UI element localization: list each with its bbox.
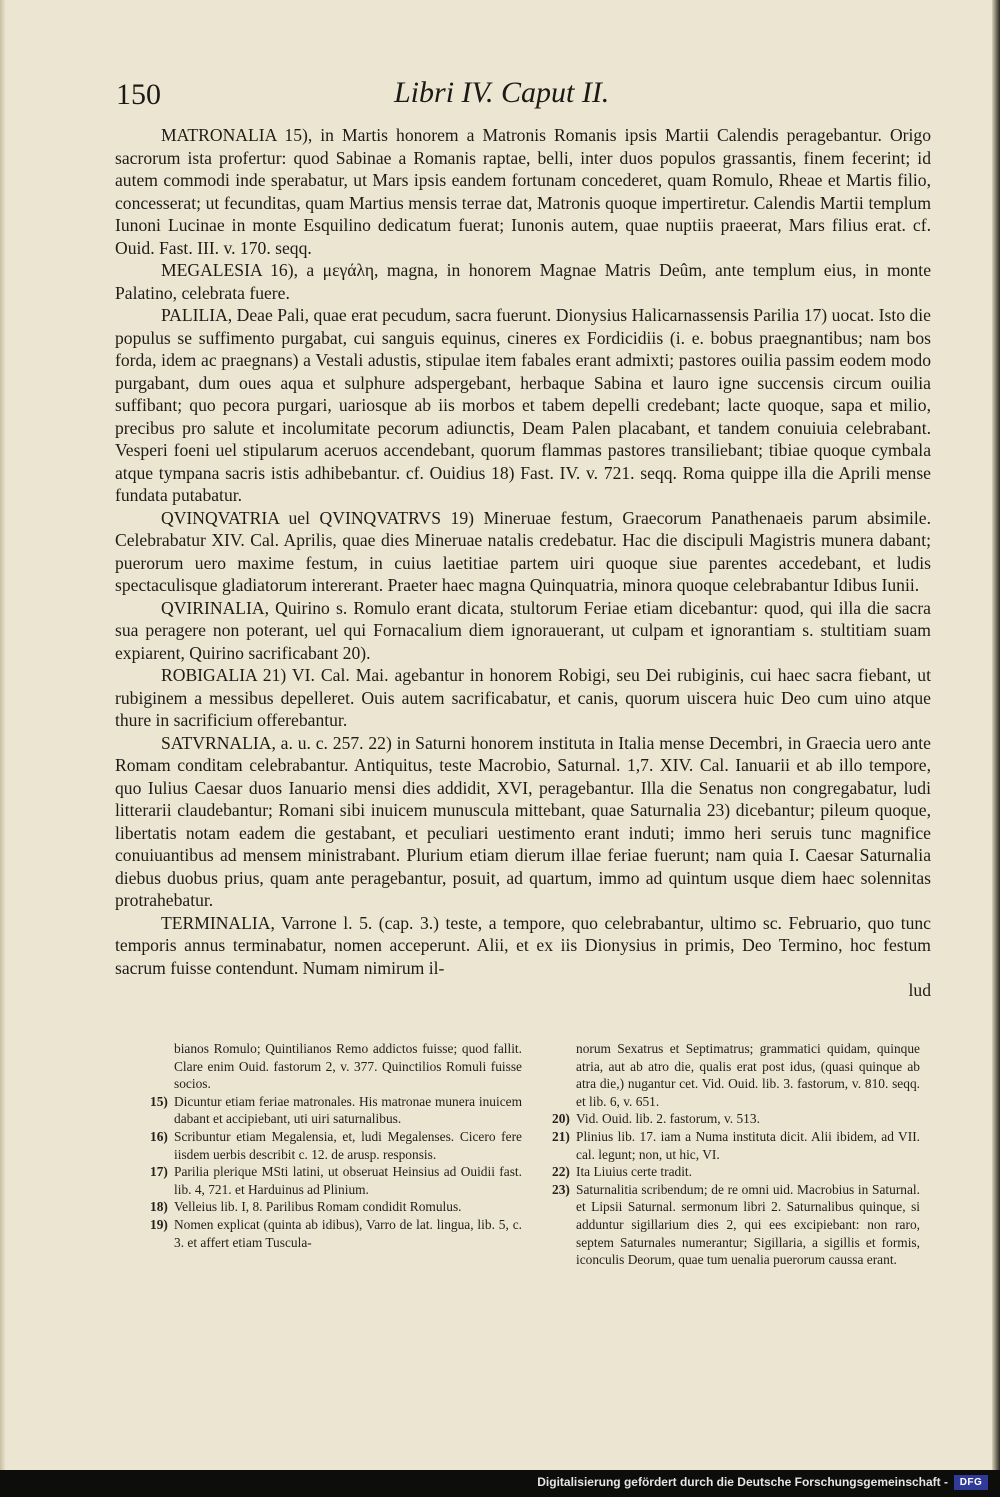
footnotes-left-column	[150, 1040, 522, 1251]
footnote-number: 23)	[552, 1181, 570, 1197]
footnote-text: Plinius lib. 17. iam a Numa instituta dicit. Alii ibidem, ad VII. cal. legunt; non, ut hic, VI.	[576, 1128, 920, 1162]
footnote-number: 19)	[150, 1216, 168, 1232]
footnote-text: Velleius lib. I, 8. Parilibus Romam condidit Romulus.	[174, 1199, 462, 1215]
page-left-edge	[0, 0, 6, 1470]
footnote	[150, 1198, 522, 1216]
page-binding-edge	[992, 0, 1000, 1470]
page-number: 150	[116, 78, 161, 111]
paragraph-terminalia: TERMINALIA, Varrone l. 5. (cap. 3.) teste, a tempore, quo celebrabantur, ultimo sc. Februario, quo tunc temporis annus terminabatur, nomen acceperunt. Alii, et ex iis Dionysius in primis, Deo Termino, hoc festum sacrum fuisse contendunt. Numam nimirum il-	[115, 912, 931, 978]
footnote	[552, 1040, 920, 1110]
paragraph-quirinalia: QVIRINALIA, Quirino s. Romulo erant dicata, stultorum Feriae etiam dicebantur: quod, qui illa die sacra sua peragere non poterant, uel qui Fornacalium diem ignorauerant, ut culpam et ignorantiam s. stultitiam suam expiarent, Quirino sacrificabant 20).	[115, 597, 931, 663]
paragraph-matronalia: MATRONALIA 15), in Martis honorem a Matronis Romanis ipsis Martii Calendis peragebantur. Origo sacrorum ista profertur: quod Sabinae a Romanis raptae, belli, inter duos populos grassantis, finem fecerint; id autem commodi inde sperabatur, ut Mars ipsis eandem fortunam concederet, quam Romulo, Rheae et Martis filio, concesserat; ut fecunditas, quam Martius mensis terrae dat, Matronis quoque impertiretur. Calendis Martii templum Iunoni Lucinae in monte Esquilino dedicatum fuerat; Iunonis autem, quae nuptiis praeerat, Mars filius erat. cf. Ouid. Fast. III. v. 170. seqq.	[115, 125, 931, 258]
main-text	[115, 124, 931, 1002]
footnote-text: bianos Romulo; Quintilianos Remo addictos fuisse; quod fallit. Clare enim Ouid. fastorum 2, v. 377. Quinctilios Romuli fuisse socios.	[174, 1041, 522, 1092]
page-title: Libri IV. Caput II.	[394, 76, 610, 109]
footnote-text: Ita Liuius certe tradit.	[576, 1164, 693, 1180]
paragraph-megalesia: MEGALESIA 16), a μεγάλη, magna, in honorem Magnae Matris Deûm, ante templum eius, in monte Palatino, celebrata fuere.	[115, 260, 931, 303]
footnote-number: 22)	[552, 1164, 570, 1180]
footnote	[552, 1128, 920, 1163]
footnote	[150, 1163, 522, 1198]
funding-notice: Digitalisierung gefördert durch die Deutsche Forschungsgemeinschaft -	[537, 1475, 948, 1489]
paragraph-robigalia: ROBIGALIA 21) VI. Cal. Mai. agebantur in honorem Robigi, seu Dei rubiginis, cui haec sacra fiebant, ut rubiginem a messibus depelleret. Ouis autem sacrificabatur, et canis, quorum uiscera huic Deo cum uino atque thure in sacrificium offerebantur.	[115, 665, 931, 730]
footnote-number: 20)	[552, 1111, 570, 1127]
footnote-number: 18)	[150, 1199, 168, 1215]
footnote	[150, 1093, 522, 1128]
paragraph-saturnalia: SATVRNALIA, a. u. c. 257. 22) in Saturni honorem instituta in Italia mense Decembri, in Graecia uero ante Romam conditam celebrabantur. Antiquitus, teste Macrobio, Saturnal. 1,7. XIV. Cal. Ianuarii et ab illo tempore, quo Iulius Caesar duos Ianuario mensi dies addidit, XVI, peragebantur. Illa die Senatus non congregabatur, ludi litterarii claudebantur; Romani sibi inuicem munuscula mittebant, quae Saturnalia 23) dicebantur; pileum quoque, libertatis notam eadem die gestabant, et peculiari uestimento erant induti; immo heri seruis tunc magnifice conuiuantibus ad mensem ministrabant. Plurium etiam dierum illae feriae fuerunt; nam quia I. Caesar Saturnalia diebus duobus prius, quam ante peragebantur, posuit, ad quartum, immo ad quintum usque diem haec solennitas protrahebatur.	[115, 732, 931, 910]
footnotes-right-column	[552, 1040, 920, 1269]
footnote-text: Scribuntur etiam Megalensia, et, ludi Megalenses. Cicero fere iisdem uerbis describit c. 12. de arusp. responsis.	[174, 1128, 522, 1162]
footnote-text: norum Sexatrus et Septimatrus; grammatici quidam, quinque atria, aut ab atro die, qualis erat post idus, (quasi quinque ab atra die,) nugantur cet. Vid. Ouid. lib. 3. fastorum, v. 810. seqq. et lib. 6, v. 651.	[576, 1041, 920, 1109]
footnote-text: Saturnalitia scribendum; de re omni uid. Macrobius in Saturnal. et Lipsii Saturnal. sermonum libri 2. Saturnalibus quinque, si adduntur sigillarium dies 2, qui ees excipiebant: non raro, septem Saturnales numerantur; Sigillaria, a sigillis et formis, iconculis Deorum, quae tum uenalia puerorum caussa erant.	[576, 1181, 920, 1268]
footnote-text: Vid. Ouid. lib. 2. fastorum, v. 513.	[576, 1111, 760, 1127]
footnote-text: Nomen explicat (quinta ab idibus), Varro de lat. lingua, lib. 5, c. 3. et affert etiam Tuscula-	[174, 1216, 522, 1250]
footnote	[552, 1163, 920, 1181]
footnote-number: 21)	[552, 1128, 570, 1144]
footnote-text: Parilia plerique MSti latini, ut obseruat Heinsius ad Ouidii fast. lib. 4, 721. et Harduinus ad Plinium.	[174, 1164, 522, 1197]
catchword: lud	[908, 980, 931, 1000]
footnote	[150, 1128, 522, 1163]
footnote	[552, 1181, 920, 1269]
footnote	[150, 1216, 522, 1251]
paragraph-quinquatria: QVINQVATRIA uel QVINQVATRVS 19) Mineruae festum, Graecorum Panathenaeis parum absimile. Celebrabatur XIV. Cal. Aprilis, quae dies Mineruae natalis credebatur. Hac die discipuli Magistris munera dabant; puerorum uero maxime festum, in cuius laetitiae partem uiri quoque siue parentes accedebant, et ludis spectaculisque gladiatorum intererant. Praeter haec magna Quinquatria, minora quoque celebrabantur Idibus Iunii.	[115, 507, 931, 595]
footnote-number: 17)	[150, 1164, 168, 1180]
dfg-logo: DFG	[954, 1475, 988, 1490]
running-head	[112, 76, 952, 116]
footnote-text: Dicuntur etiam feriae matronales. His matronae munera inuicem dabant et accipiebant, uti uiri saturnalibus.	[174, 1093, 522, 1127]
digitization-footer	[0, 1470, 1000, 1497]
footnote	[150, 1040, 522, 1093]
footnote-number: 15)	[150, 1093, 168, 1109]
paragraph-palilia: PALILIA, Deae Pali, quae erat pecudum, sacra fuerunt. Dionysius Halicarnassensis Parilia 17) uocat. Isto die populus se suffimento purgabat, cui sanguis equinus, cineres ex Fordicidiis (i. e. bobus praegnantibus; nam bos forda, idem ac praegnans) a Vestali adustis, stipulae item fabales erant admixti; pastores ouilia passim eodem modo purgabant, dum oues aqua et sulphure adspergebant, herbaque Sabina et lauro igne succensis circum ouilia suffibant; quo pecora purgari, uariosque ab iis morbos et tabem depelli credebant; lacte quoque, sapa et milio, precibus pro salute et incolumitate pecorum adiunctis, Deam Palen placabant, et tandem conuiuia celebrabant. Vesperi foeni uel stipularum aceruos accendebant, quorum flammas pastores transiliebant; tibiae quoque cymbala atque tympana sacris istis adhibebantur. cf. Ouidius 18) Fast. IV. v. 721. seqq. Roma quippe illa die Aprili mense fundata putabatur.	[115, 305, 931, 505]
footnote-number: 16)	[150, 1128, 168, 1144]
footnote	[552, 1110, 920, 1128]
